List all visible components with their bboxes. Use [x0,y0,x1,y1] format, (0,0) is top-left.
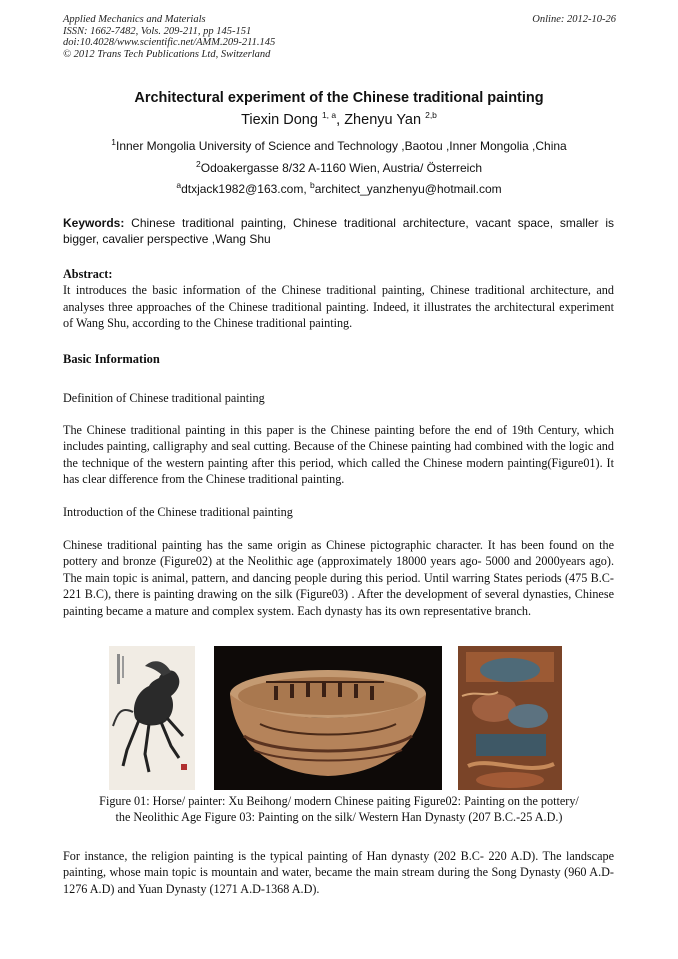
email-b[interactable]: architect_yanzhenyu@hotmail.com [314,182,502,196]
keywords-label: Keywords: [63,216,125,230]
email-line [0,182,678,196]
affiliation-1 [0,139,678,153]
keywords-text: Chinese traditional painting, Chinese traditional architecture, vacant space, smaller is bigger, cavalier perspective ,Wang Shu [63,216,614,247]
abstract-label: Abstract: [63,267,113,281]
affiliation-2 [0,161,678,175]
issn-line: ISSN: 1662-7482, Vols. 209-211, pp 145-151 [63,25,252,37]
abstract [63,266,614,332]
author-1: Tiexin Dong [241,112,322,128]
figure-caption-line-2: the Neolithic Age Figure 03: Painting on the silk/ Western Han Dynasty (207 B.C.-25 A.D.) [115,810,563,824]
journal-name: Applied Mechanics and Materials [63,14,206,25]
subsection-definition: Definition of Chinese traditional painting [63,391,265,405]
paragraph-introduction: Chinese traditional painting has the same origin as Chinese pictographic character. It has been found on the pottery and bronze (Figure02) at the Neolithic age (approximately 18000 years ago- 5000 and 2000years ago). The main topic is animal, pattern, and dancing people during this period. Until warring States periods (475 B.C-221 B.C), there is painting drawing on the silk (Figure03) . After the development of several dynasties, Chinese painting became a mature and complex system. Each dynasty has its own representative branch. [63,538,614,618]
paper-title: Architectural experiment of the Chinese traditional painting [134,90,544,106]
figure-horse-image [109,646,195,790]
subsection-introduction: Introduction of the Chinese traditional painting [63,505,293,519]
copyright-line: © 2012 Trans Tech Publications Ltd, Switzerland [63,48,271,60]
affiliation-1-mark: 1 [111,137,116,147]
online-date: Online: 2012-10-26 [532,14,616,25]
email-a[interactable]: dtxjack1982@163.com, [181,182,310,196]
keywords [63,215,614,248]
doi-line: doi:10.4028/www.scientific.net/AMM.209-211.145 [63,37,276,49]
author-1-affil: 1, a [321,110,337,121]
email-b-mark: b [309,180,315,190]
email-a-mark: a [176,180,182,190]
figure-silk-image [458,646,562,790]
author-line [0,112,678,128]
paragraph-dynasties: For instance, the religion painting is the typical painting of Han dynasty (202 B.C- 220 A.D). The landscape painting, whose main topic is mountain and water, became the main stream during the Song Dynasty (960 A.D-1276 A.D) and Yuan Dynasty (1271 A.D-1368 A.D). [63,849,614,896]
author-2: Zhenyu Yan [344,112,426,128]
author-2-affil: 2,b [425,110,437,121]
affiliation-2-text: Odoakergasse 8/32 A-1160 Wien, Austria/ Österreich [200,161,482,175]
figure-pottery-image [214,646,442,790]
section-heading: Basic Information [63,352,160,366]
figure-caption-line-1: Figure 01: Horse/ painter: Xu Beihong/ modern Chinese paiting Figure02: Painting on the pottery/ [99,794,579,808]
journal-header [63,14,275,60]
figure-caption [40,793,638,825]
affiliation-1-text: Inner Mongolia University of Science and Technology ,Baotou ,Inner Mongolia ,China [116,139,567,153]
author-separator: , [336,112,345,128]
abstract-text: It introduces the basic information of the Chinese traditional painting, Chinese traditional architecture, and analyses three approaches of the Chinese traditional painting. Indeed, it illustrates the architectural experiment of Wang Shu, according to the Chinese traditional painting. [63,283,614,331]
affiliation-2-mark: 2 [196,159,201,169]
paragraph-definition: The Chinese traditional painting in this paper is the Chinese painting before the end of 19th Century, which includes painting, calligraphy and seal cutting. Because of the Chinese painting had combined with the logic and the technique of the western painting after this period, which called the Chinese modern painting(Figure01). It has clear difference from the Chinese traditional painting. [63,423,614,487]
